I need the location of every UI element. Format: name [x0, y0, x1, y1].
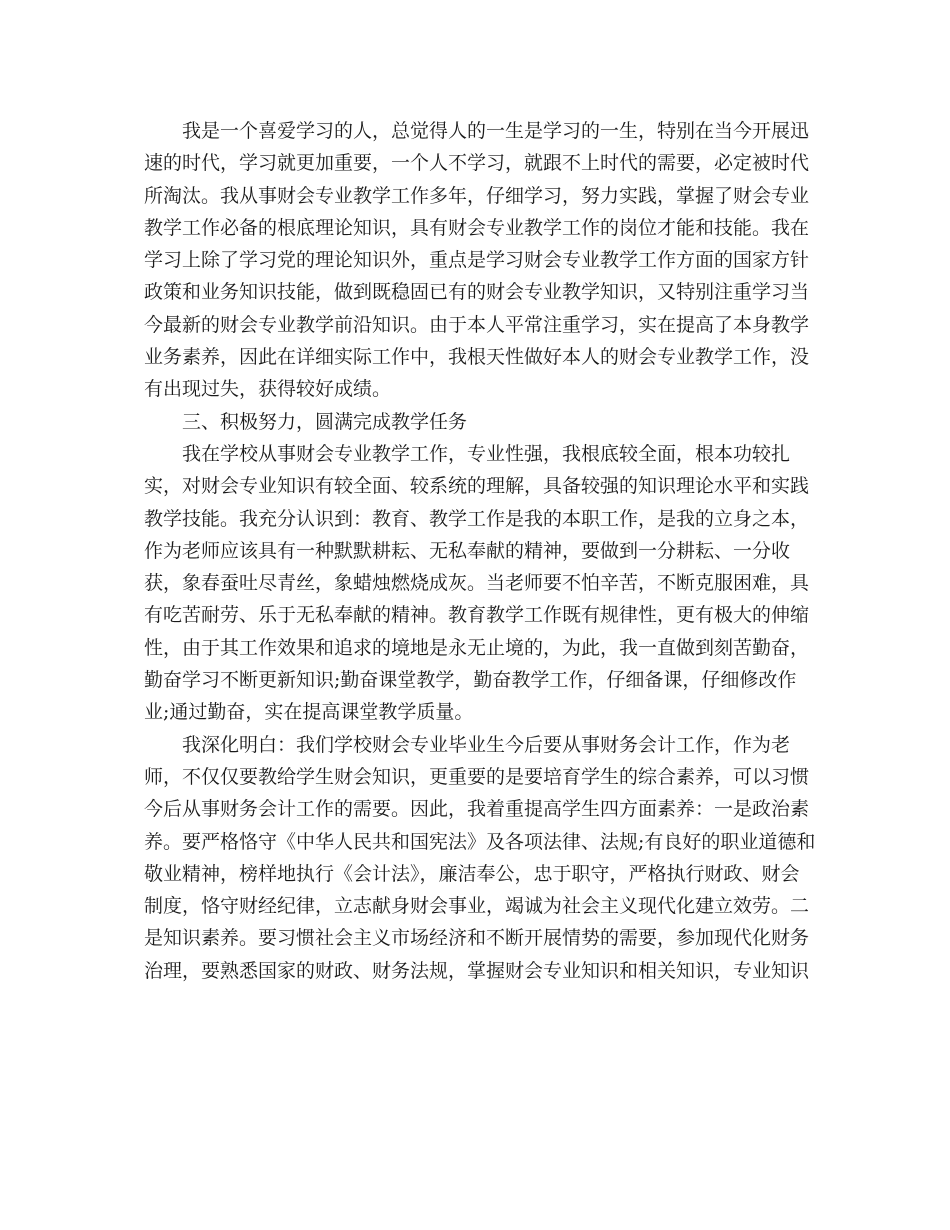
section-heading: 三、积极努力，圆满完成教学任务 — [182, 410, 468, 433]
text-line: 今后从事财务会计工作的需要。因此，我着重提高学生四方面素养：一是政治素 — [144, 798, 810, 821]
text-line: 速的时代，学习就更加重要，一个人不学习，就跟不上时代的需要，必定被时代 — [144, 152, 810, 175]
text-line: 养。要严格恪守《中华人民共和国宪法》及各项法律、法规;有良好的职业道德和 — [144, 830, 816, 853]
text-line: 政策和业务知识技能，做到既稳固已有的财会专业教学知识，又特别注重学习当 — [144, 281, 810, 304]
text-line: 勤奋学习不断更新知识;勤奋课堂教学，勤奋教学工作，仔细备课，仔细修改作 — [144, 669, 797, 692]
text-line: 我深化明白：我们学校财会专业毕业生今后要从事财务会计工作，作为老 — [182, 733, 791, 756]
text-line: 敬业精神，榜样地执行《会计法》，廉洁奉公，忠于职守，严格执行财政、财会 — [144, 862, 800, 885]
text-line: 有吃苦耐劳、乐于无私奉献的精神。教育教学工作既有规律性，更有极大的伸缩 — [144, 604, 810, 627]
text-line: 我在学校从事财会专业教学工作，专业性强，我根底较全面，根本功较扎 — [182, 442, 791, 465]
text-line: 性，由于其工作效果和追求的境地是永无止境的，为此，我一直做到刻苦勤奋， — [144, 636, 810, 659]
text-line: 业务素养，因此在详细实际工作中，我根天性做好本人的财会专业教学工作，没 — [144, 346, 810, 369]
text-line: 学习上除了学习党的理论知识外，重点是学习财会专业教学工作方面的国家方针 — [144, 249, 810, 272]
text-line: 有出现过失，获得较好成绩。 — [144, 378, 392, 401]
text-line: 今最新的财会专业教学前沿知识。由于本人平常注重学习，实在提高了本身教学 — [144, 313, 810, 336]
text-line: 是知识素养。要习惯社会主义市场经济和不断开展情势的需要，参加现代化财务 — [144, 927, 810, 950]
body-text — [144, 115, 816, 987]
text-line: 教学技能。我充分认识到：教育、教学工作是我的本职工作，是我的立身之本， — [144, 507, 810, 530]
text-line: 作为老师应该具有一种默默耕耘、无私奉献的精神，要做到一分耕耘、一分收 — [144, 539, 791, 562]
text-line: 业;通过勤奋，实在提高课堂教学质量。 — [144, 701, 474, 724]
text-line: 教学工作必备的根底理论知识，具有财会专业教学工作的岗位才能和技能。我在 — [144, 216, 810, 239]
text-line: 我是一个喜爱学习的人，总觉得人的一生是学习的一生，特别在当今开展迅 — [182, 120, 810, 142]
text-line: 获，象春蚕吐尽青丝，象蜡烛燃烧成灰。当老师要不怕辛苦，不断克服困难，具 — [144, 572, 810, 595]
text-line: 师，不仅仅要教给学生财会知识，更重要的是要培育学生的综合素养，可以习惯 — [144, 765, 810, 788]
text-line: 制度，恪守财经纪律，立志献身财会事业，竭诚为社会主义现代化建立效劳。二 — [144, 895, 810, 918]
text-line: 所淘汰。我从事财会专业教学工作多年，仔细学习，努力实践，掌握了财会专业 — [144, 184, 810, 207]
text-line: 治理，要熟悉国家的财政、财务法规，掌握财会专业知识和相关知识，专业知识 — [144, 959, 810, 982]
text-line: 实，对财会专业知识有较全面、较系统的理解，具备较强的知识理论水平和实践 — [144, 475, 810, 498]
